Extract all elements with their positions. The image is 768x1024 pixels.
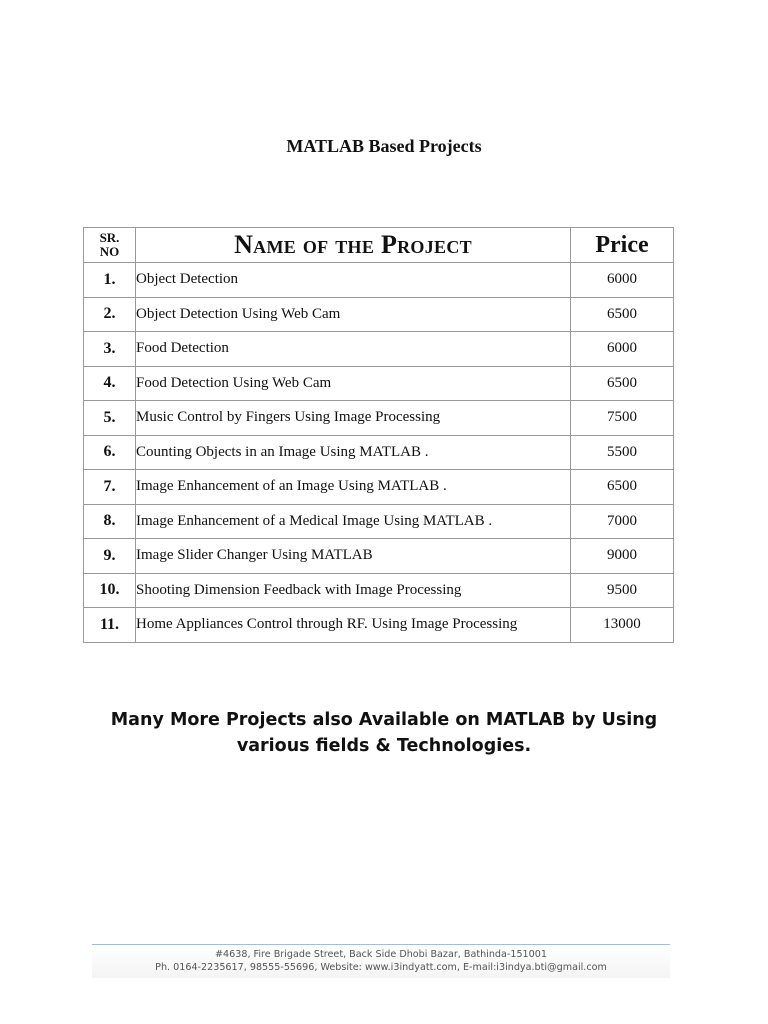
row-price: 6500 xyxy=(571,366,674,401)
row-price: 6500 xyxy=(571,297,674,332)
table-row xyxy=(84,435,674,470)
header-price: Price xyxy=(571,228,674,263)
row-sr-number: 5. xyxy=(84,401,136,436)
table-row xyxy=(84,539,674,574)
row-project-name: Counting Objects in an Image Using MATLAB . xyxy=(136,435,571,470)
table-row xyxy=(84,332,674,367)
row-project-name: Image Slider Changer Using MATLAB xyxy=(136,539,571,574)
row-price: 5500 xyxy=(571,435,674,470)
table-row xyxy=(84,263,674,298)
footer xyxy=(92,944,670,978)
row-project-name: Image Enhancement of a Medical Image Using MATLAB . xyxy=(136,504,571,539)
page-title: MATLAB Based Projects xyxy=(286,136,482,156)
table-row xyxy=(84,297,674,332)
row-project-name: Image Enhancement of an Image Using MATLAB . xyxy=(136,470,571,505)
table-row xyxy=(84,608,674,643)
row-price: 6000 xyxy=(571,332,674,367)
row-sr-number: 2. xyxy=(84,297,136,332)
row-sr-number: 10. xyxy=(84,573,136,608)
row-price: 9000 xyxy=(571,539,674,574)
row-price: 13000 xyxy=(571,608,674,643)
row-price: 9500 xyxy=(571,573,674,608)
row-project-name: Object Detection xyxy=(136,263,571,298)
table-row xyxy=(84,573,674,608)
table-header-row xyxy=(84,228,674,263)
row-sr-number: 9. xyxy=(84,539,136,574)
footer-address: #4638, Fire Brigade Street, Back Side Dhobi Bazar, Bathinda-151001 xyxy=(215,949,547,960)
row-sr-number: 1. xyxy=(84,263,136,298)
row-project-name: Music Control by Fingers Using Image Processing xyxy=(136,401,571,436)
row-project-name: Home Appliances Control through RF. Using Image Processing xyxy=(136,608,571,643)
table-row xyxy=(84,366,674,401)
row-project-name: Food Detection Using Web Cam xyxy=(136,366,571,401)
row-price: 7500 xyxy=(571,401,674,436)
note-line-1: Many More Projects also Available on MATLAB by Using xyxy=(110,710,658,730)
header-sr-line1: SR. xyxy=(99,230,120,245)
header-sr-no xyxy=(84,228,136,263)
row-price: 6000 xyxy=(571,263,674,298)
note-line-2: various fields & Technologies. xyxy=(236,736,532,756)
footer-contact: Ph. 0164-2235617, 98555-55696, Website: www.i3indyatt.com, E-mail:i3indya.bti@gmail.com xyxy=(155,962,607,973)
table-row xyxy=(84,504,674,539)
projects-table xyxy=(83,227,674,643)
row-sr-number: 11. xyxy=(84,608,136,643)
availability-note xyxy=(60,707,708,759)
row-price: 7000 xyxy=(571,504,674,539)
row-sr-number: 8. xyxy=(84,504,136,539)
table-row xyxy=(84,470,674,505)
row-sr-number: 7. xyxy=(84,470,136,505)
row-sr-number: 4. xyxy=(84,366,136,401)
row-price: 6500 xyxy=(571,470,674,505)
row-sr-number: 3. xyxy=(84,332,136,367)
row-project-name: Food Detection xyxy=(136,332,571,367)
table-row xyxy=(84,401,674,436)
row-project-name: Object Detection Using Web Cam xyxy=(136,297,571,332)
row-sr-number: 6. xyxy=(84,435,136,470)
table-body xyxy=(84,263,674,643)
header-project-name: Name of the Project xyxy=(136,228,571,263)
header-sr-line2: NO xyxy=(99,244,120,259)
row-project-name: Shooting Dimension Feedback with Image Processing xyxy=(136,573,571,608)
